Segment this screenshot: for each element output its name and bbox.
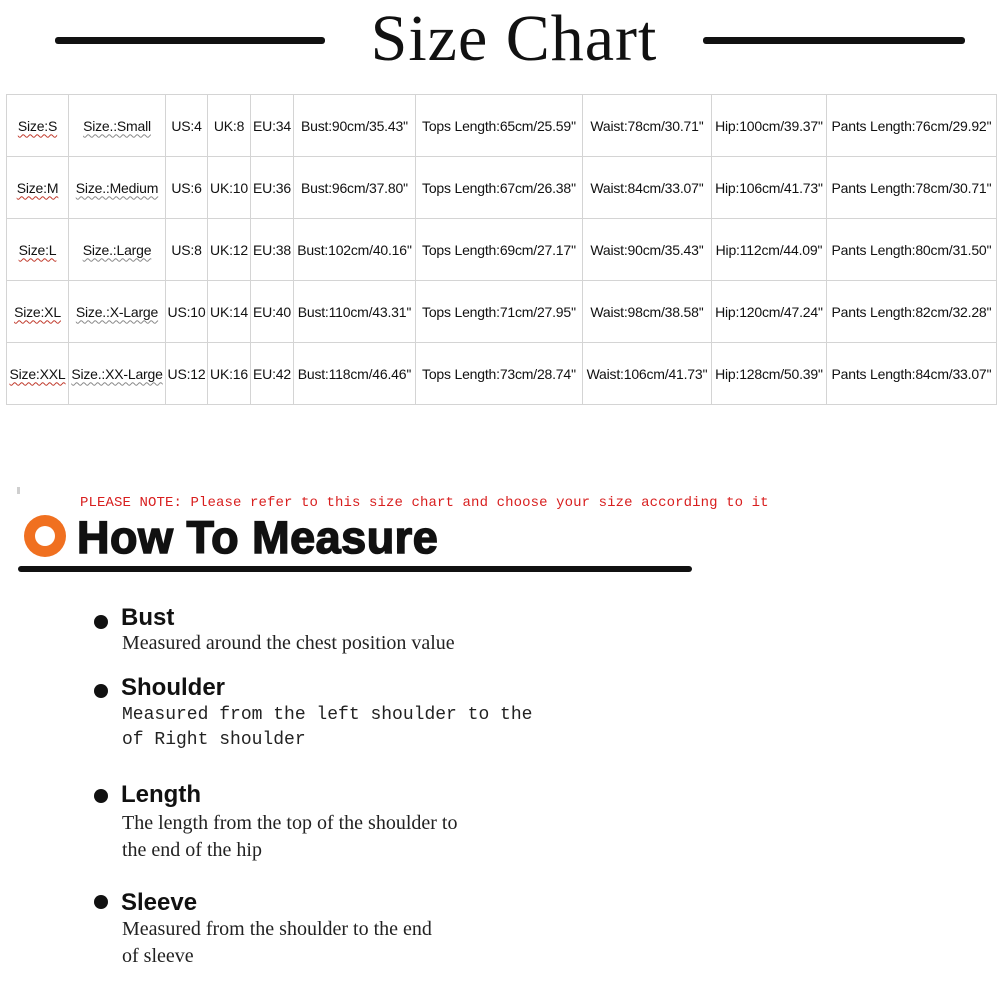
orange-ring-icon [24, 515, 66, 557]
bullet-icon [94, 789, 108, 803]
cell-size-code: Size:XXL [7, 343, 69, 405]
cell-tops-length: Tops Length:65cm/25.59'' [416, 95, 583, 157]
cell-bust: Bust:102cm/40.16'' [294, 219, 416, 281]
cell-pants-length: Pants Length:80cm/31.50'' [827, 219, 997, 281]
bullet-icon [94, 895, 108, 909]
cell-uk-size: UK:12 [208, 219, 251, 281]
measure-description-line: Measured from the left shoulder to the [122, 705, 533, 725]
how-to-measure-heading: How To Measure [77, 512, 439, 563]
cell-pants-length: Pants Length:76cm/29.92'' [827, 95, 997, 157]
bullet-icon [94, 684, 108, 698]
cell-size-name: Size.:Large [69, 219, 166, 281]
cell-uk-size: UK:8 [208, 95, 251, 157]
cell-us-size: US:10 [166, 281, 208, 343]
cell-tops-length: Tops Length:73cm/28.74'' [416, 343, 583, 405]
measure-title: Shoulder [121, 674, 226, 701]
cell-size-code: Size:XL [7, 281, 69, 343]
table-row [7, 343, 997, 405]
table-row [7, 157, 997, 219]
measure-title: Length [121, 781, 201, 808]
cell-hip: Hip:120cm/47.24'' [712, 281, 827, 343]
cell-pants-length: Pants Length:78cm/30.71'' [827, 157, 997, 219]
cell-bust: Bust:90cm/35.43'' [294, 95, 416, 157]
cell-size-name: Size.:Small [69, 95, 166, 157]
size-note: PLEASE NOTE: Please refer to this size chart and choose your size according to it [80, 495, 769, 511]
cell-uk-size: UK:10 [208, 157, 251, 219]
cell-size-name: Size.:Medium [69, 157, 166, 219]
cell-us-size: US:12 [166, 343, 208, 405]
cell-uk-size: UK:14 [208, 281, 251, 343]
cell-size-code: Size:L [7, 219, 69, 281]
cell-size-name: Size.:X-Large [69, 281, 166, 343]
cell-pants-length: Pants Length:82cm/32.28'' [827, 281, 997, 343]
measure-description-line: Measured from the shoulder to the end [122, 918, 432, 940]
cell-hip: Hip:100cm/39.37'' [712, 95, 827, 157]
table-row [7, 219, 997, 281]
cell-hip: Hip:112cm/44.09'' [712, 219, 827, 281]
cell-tops-length: Tops Length:71cm/27.95'' [416, 281, 583, 343]
size-chart-table [6, 94, 997, 405]
table-row [7, 281, 997, 343]
bullet-icon [94, 615, 108, 629]
measure-description-line: The length from the top of the shoulder to [122, 812, 458, 834]
cell-hip: Hip:128cm/50.39'' [712, 343, 827, 405]
cell-pants-length: Pants Length:84cm/33.07'' [827, 343, 997, 405]
cell-bust: Bust:110cm/43.31'' [294, 281, 416, 343]
decorative-mark [17, 487, 20, 494]
measure-title: Bust [121, 604, 175, 631]
cell-eu-size: EU:38 [251, 219, 294, 281]
cell-eu-size: EU:34 [251, 95, 294, 157]
cell-waist: Waist:106cm/41.73'' [583, 343, 712, 405]
cell-waist: Waist:98cm/38.58'' [583, 281, 712, 343]
cell-bust: Bust:96cm/37.80'' [294, 157, 416, 219]
cell-tops-length: Tops Length:69cm/27.17'' [416, 219, 583, 281]
cell-size-code: Size:M [7, 157, 69, 219]
cell-size-name: Size.:XX-Large [69, 343, 166, 405]
measure-description-line: the end of the hip [122, 839, 262, 861]
measure-description-line: of sleeve [122, 945, 194, 967]
title-rule-right [703, 37, 965, 44]
cell-tops-length: Tops Length:67cm/26.38'' [416, 157, 583, 219]
page-title: Size Chart [370, 2, 658, 75]
cell-waist: Waist:84cm/33.07'' [583, 157, 712, 219]
table-row [7, 95, 997, 157]
measure-title: Sleeve [121, 889, 198, 916]
measure-description-line: of Right shoulder [122, 730, 306, 750]
cell-us-size: US:8 [166, 219, 208, 281]
cell-hip: Hip:106cm/41.73'' [712, 157, 827, 219]
cell-eu-size: EU:36 [251, 157, 294, 219]
cell-eu-size: EU:42 [251, 343, 294, 405]
heading-underline [18, 566, 692, 572]
cell-us-size: US:6 [166, 157, 208, 219]
cell-size-code: Size:S [7, 95, 69, 157]
cell-waist: Waist:78cm/30.71'' [583, 95, 712, 157]
title-rule-left [55, 37, 325, 44]
cell-bust: Bust:118cm/46.46'' [294, 343, 416, 405]
measure-description-line: Measured around the chest position value [122, 632, 455, 654]
cell-uk-size: UK:16 [208, 343, 251, 405]
cell-us-size: US:4 [166, 95, 208, 157]
cell-waist: Waist:90cm/35.43'' [583, 219, 712, 281]
cell-eu-size: EU:40 [251, 281, 294, 343]
